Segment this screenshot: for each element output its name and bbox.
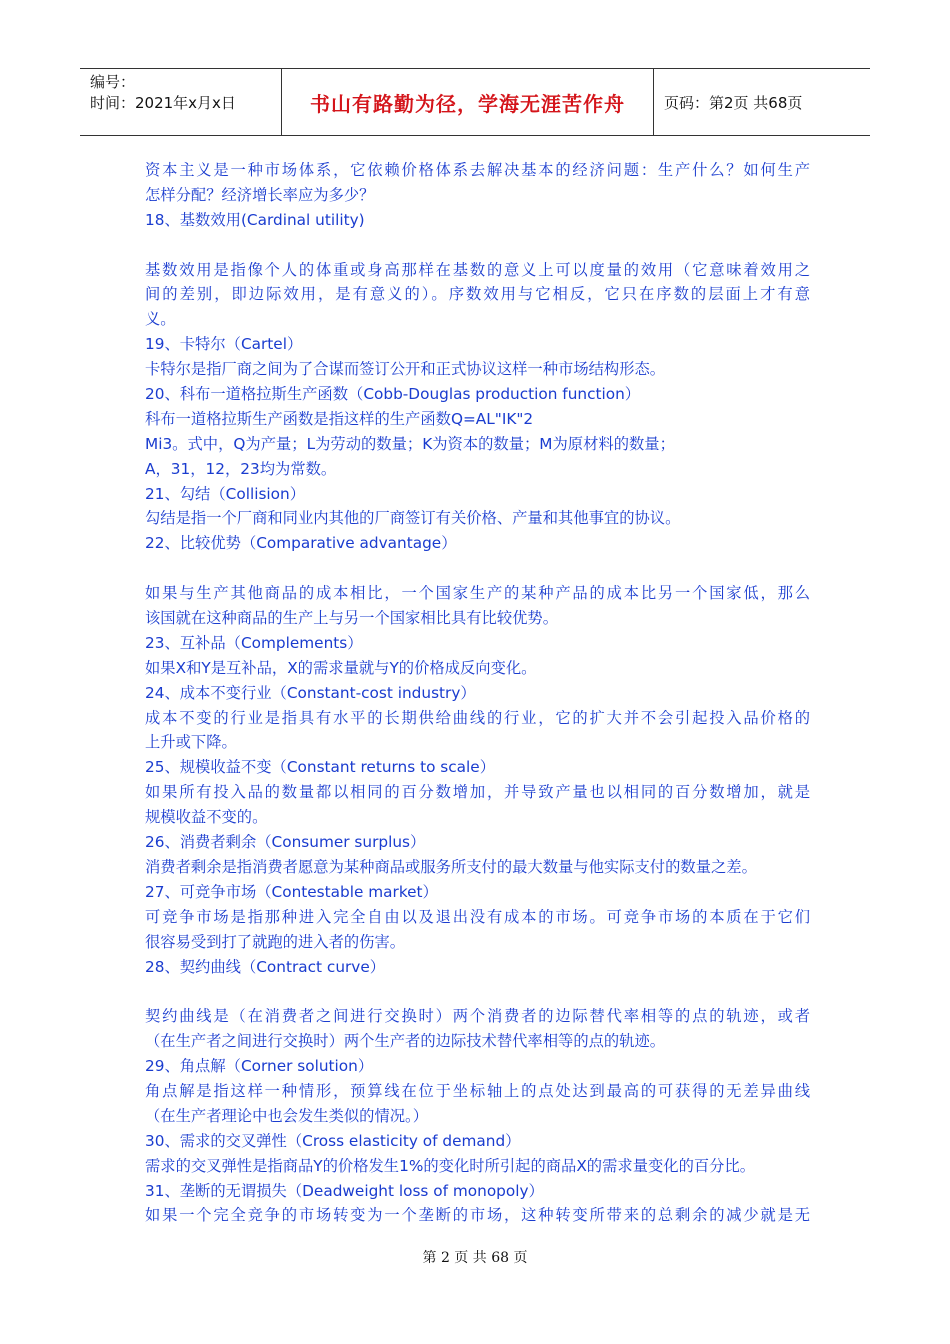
document-number-label: 编号： <box>90 73 136 91</box>
header-motto: 书山有路勤为径，学海无涯苦作舟 <box>282 69 654 135</box>
text-line: 规模收益不变的。 <box>145 808 268 827</box>
text-line: 如果所有投入品的数量都以相同的百分数增加，并导致产量也以相同的百分数增加，就是 <box>145 783 810 802</box>
text-line: 间的差别，即边际效用，是有意义的）。序数效用与它相反，它只在序数的层面上才有意 <box>145 285 810 304</box>
text-line: 角点解是指这样一种情形，预算线在位于坐标轴上的点处达到最高的可获得的无差异曲线 <box>145 1081 810 1100</box>
text-line: 契约曲线是（在消费者之间进行交换时）两个消费者的边际替代率相等的点的轨迹，或者 <box>145 1007 810 1026</box>
text-line: 24、成本不变行业（Constant-cost industry） <box>145 683 476 702</box>
text-line: 如果与生产其他商品的成本相比，一个国家生产的某种产品的成本比另一个国家低，那么 <box>145 584 810 603</box>
text-line: 20、科布一道格拉斯生产函数（Cobb-Douglas production function） <box>145 385 641 404</box>
blank-line <box>145 979 810 1004</box>
text-line: 21、勾结（Collision） <box>145 484 306 503</box>
text-line: 科布一道格拉斯生产函数是指这样的生产函数Q=AL"IK"2 <box>145 409 534 428</box>
text-line: 25、规模收益不变（Constant returns to scale） <box>145 758 496 777</box>
text-line: 需求的交叉弹性是指商品Y的价格发生1%的变化时所引起的商品X的需求量变化的百分比。 <box>145 1156 756 1175</box>
text-line: 26、消费者剩余（Consumer surplus） <box>145 833 426 852</box>
text-line: Mi3。式中，Q为产量；L为劳动的数量；K为资本的数量；M为原材料的数量； <box>145 434 675 453</box>
page-header <box>80 68 870 136</box>
text-line: 很容易受到打了就跑的进入者的伤害。 <box>145 932 406 951</box>
text-line: 如果一个完全竞争的市场转变为一个垄断的市场，这种转变所带来的总剩余的减少就是无 <box>145 1206 810 1225</box>
header-meta-cell <box>80 69 282 135</box>
text-line: 30、需求的交叉弹性（Cross elasticity of demand） <box>145 1131 521 1150</box>
text-line: 19、卡特尔（Cartel） <box>145 335 303 354</box>
text-line: 22、比较优势（Comparative advantage） <box>145 534 457 553</box>
text-line: 资本主义是一种市场体系，它依赖价格体系去解决基本的经济问题：生产什么？如何生产 <box>145 161 810 179</box>
header-page-info: 页码：第2页 共68页 <box>664 93 803 112</box>
text-line: 27、可竞争市场（Contestable market） <box>145 882 438 901</box>
text-line: 29、角点解（Corner solution） <box>145 1057 374 1076</box>
text-line: 勾结是指一个厂商和同业内其他的厂商签订有关价格、产量和其他事宜的协议。 <box>145 509 681 528</box>
text-line: （在生产者之间进行交换时）两个生产者的边际技术替代率相等的点的轨迹。 <box>145 1032 666 1051</box>
text-line: 该国就在这种商品的生产上与另一个国家相比具有比较优势。 <box>145 609 559 628</box>
text-line: 成本不变的行业是指具有水平的长期供给曲线的行业，它的扩大并不会引起投入品价格的 <box>145 708 810 727</box>
text-line: 上升或下降。 <box>145 733 237 752</box>
text-line: 23、互补品（Complements） <box>145 633 363 652</box>
text-line: 如果X和Y是互补品，X的需求量就与Y的价格成反向变化。 <box>145 658 537 677</box>
text-line: 卡特尔是指厂商之间为了合谋而签订公开和正式协议这样一种市场结构形态。 <box>145 360 666 379</box>
document-date-label: 时间：2021年x月x日 <box>90 94 236 112</box>
text-line: 28、契约曲线（Contract curve） <box>145 957 386 976</box>
text-line: 义。 <box>145 310 176 329</box>
text-line: 31、垄断的无谓损失（Deadweight loss of monopoly） <box>145 1181 544 1200</box>
text-line: 18、基数效用(Cardinal utility) <box>145 210 365 229</box>
blank-line <box>145 233 810 258</box>
text-line: （在生产者理论中也会发生类似的情况。） <box>145 1106 428 1125</box>
text-line: A，31，12，23均为常数。 <box>145 459 337 478</box>
text-line: 基数效用是指像个人的体重或身高那样在基数的意义上可以度量的效用（它意味着效用之 <box>145 260 810 279</box>
text-line: 消费者剩余是指消费者愿意为某种商品或服务所支付的最大数量与他实际支付的数量之差。 <box>145 857 757 876</box>
text-line: 可竞争市场是指那种进入完全自由以及退出没有成本的市场。可竞争市场的本质在于它们 <box>145 907 810 926</box>
page-footer: 第 2 页 共 68 页 <box>422 1250 528 1266</box>
document-body <box>145 158 810 1228</box>
blank-line <box>145 556 810 581</box>
text-line: 怎样分配？经济增长率应为多少？ <box>145 185 375 204</box>
